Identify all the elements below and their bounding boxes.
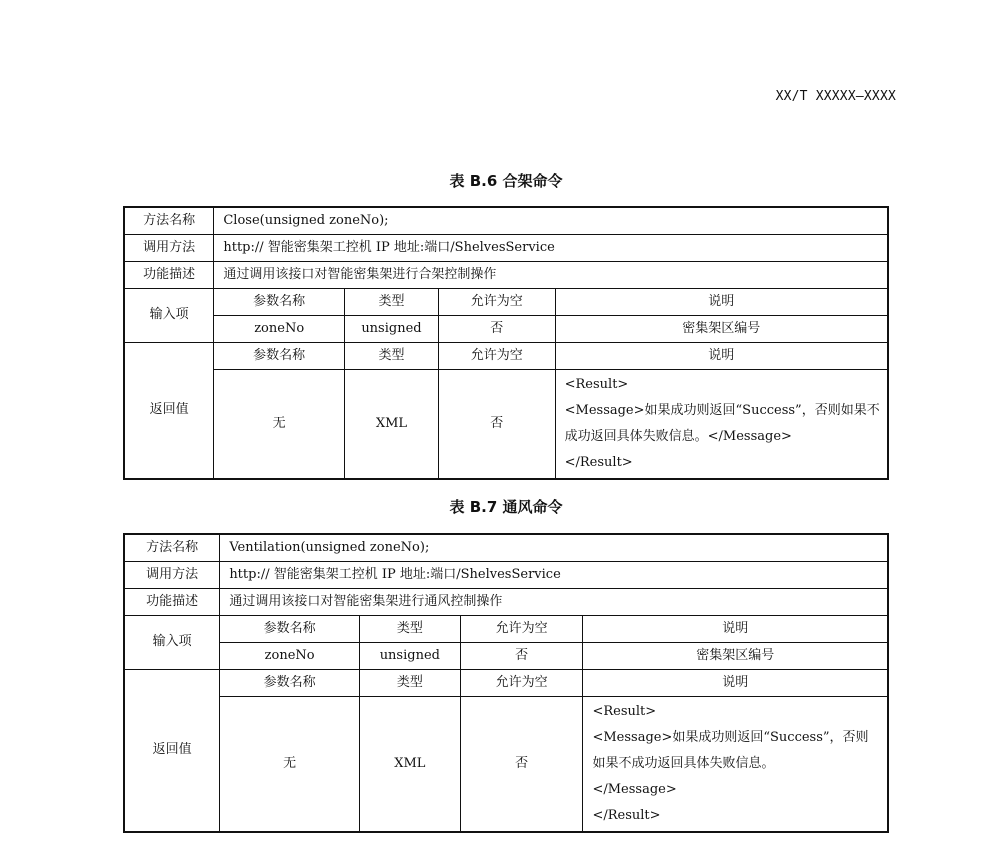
table-b7-ventilation-command [123, 533, 889, 833]
return-param: 无 [220, 696, 360, 832]
func-desc-value: 通过调用该接口对智能密集架进行通风控制操作 [220, 588, 888, 615]
method-name-value: Close(unsigned zoneNo); [214, 207, 888, 234]
input-param: zoneNo [220, 642, 360, 669]
col-desc-header: 说明 [555, 342, 888, 369]
input-label: 输入项 [124, 288, 214, 342]
return-desc-line: <Message>如果成功则返回“Success”，否则如果不成功返回具体失败信息。</Message> [564, 402, 880, 444]
input-nullable: 否 [460, 642, 583, 669]
func-desc-label: 功能描述 [124, 588, 220, 615]
return-nullable: 否 [460, 696, 583, 832]
col-nullable-header: 允许为空 [438, 288, 555, 315]
call-method-label: 调用方法 [124, 234, 214, 261]
method-name-label: 方法名称 [124, 534, 220, 561]
call-method-value: http:// 智能密集架工控机 IP 地址:端口/ShelvesService [220, 561, 888, 588]
col-desc-header: 说明 [583, 669, 888, 696]
call-method-value: http:// 智能密集架工控机 IP 地址:端口/ShelvesService [214, 234, 888, 261]
col-type-header: 类型 [359, 669, 460, 696]
col-param-header: 参数名称 [220, 615, 360, 642]
input-label: 输入项 [124, 615, 220, 669]
return-label: 返回值 [124, 669, 220, 832]
return-desc-line: </Result> [592, 807, 661, 823]
return-desc-line: <Result> [592, 703, 657, 719]
return-desc-line: <Result> [564, 376, 629, 392]
return-desc-line: </Result> [564, 454, 633, 470]
return-type: XML [345, 369, 439, 479]
return-type: XML [359, 696, 460, 832]
func-desc-label: 功能描述 [124, 261, 214, 288]
col-param-header: 参数名称 [220, 669, 360, 696]
col-nullable-header: 允许为空 [460, 615, 583, 642]
input-type: unsigned [345, 315, 439, 342]
col-param-header: 参数名称 [214, 342, 345, 369]
col-type-header: 类型 [345, 288, 439, 315]
input-nullable: 否 [438, 315, 555, 342]
standard-number: XX/T XXXXX—XXXX [775, 89, 896, 104]
return-desc-line: </Message> [592, 781, 677, 797]
col-nullable-header: 允许为空 [438, 342, 555, 369]
table-caption-b7: 表 B.7 通风命令 [449, 498, 563, 516]
return-nullable: 否 [438, 369, 555, 479]
col-type-header: 类型 [359, 615, 460, 642]
col-desc-header: 说明 [555, 288, 888, 315]
return-desc-line: <Message>如果成功则返回“Success”，否则如果不成功返回具体失败信息。 [592, 729, 869, 771]
return-param: 无 [214, 369, 345, 479]
col-param-header: 参数名称 [214, 288, 345, 315]
input-desc: 密集架区编号 [583, 642, 888, 669]
call-method-label: 调用方法 [124, 561, 220, 588]
method-name-value: Ventilation(unsigned zoneNo); [220, 534, 888, 561]
method-name-label: 方法名称 [124, 207, 214, 234]
input-type: unsigned [359, 642, 460, 669]
col-desc-header: 说明 [583, 615, 888, 642]
col-nullable-header: 允许为空 [460, 669, 583, 696]
col-type-header: 类型 [345, 342, 439, 369]
input-param: zoneNo [214, 315, 345, 342]
return-desc [583, 696, 888, 832]
return-label: 返回值 [124, 342, 214, 479]
table-b6-close-command [123, 206, 889, 480]
return-desc [555, 369, 888, 479]
func-desc-value: 通过调用该接口对智能密集架进行合架控制操作 [214, 261, 888, 288]
table-caption-b6: 表 B.6 合架命令 [449, 172, 563, 190]
input-desc: 密集架区编号 [555, 315, 888, 342]
